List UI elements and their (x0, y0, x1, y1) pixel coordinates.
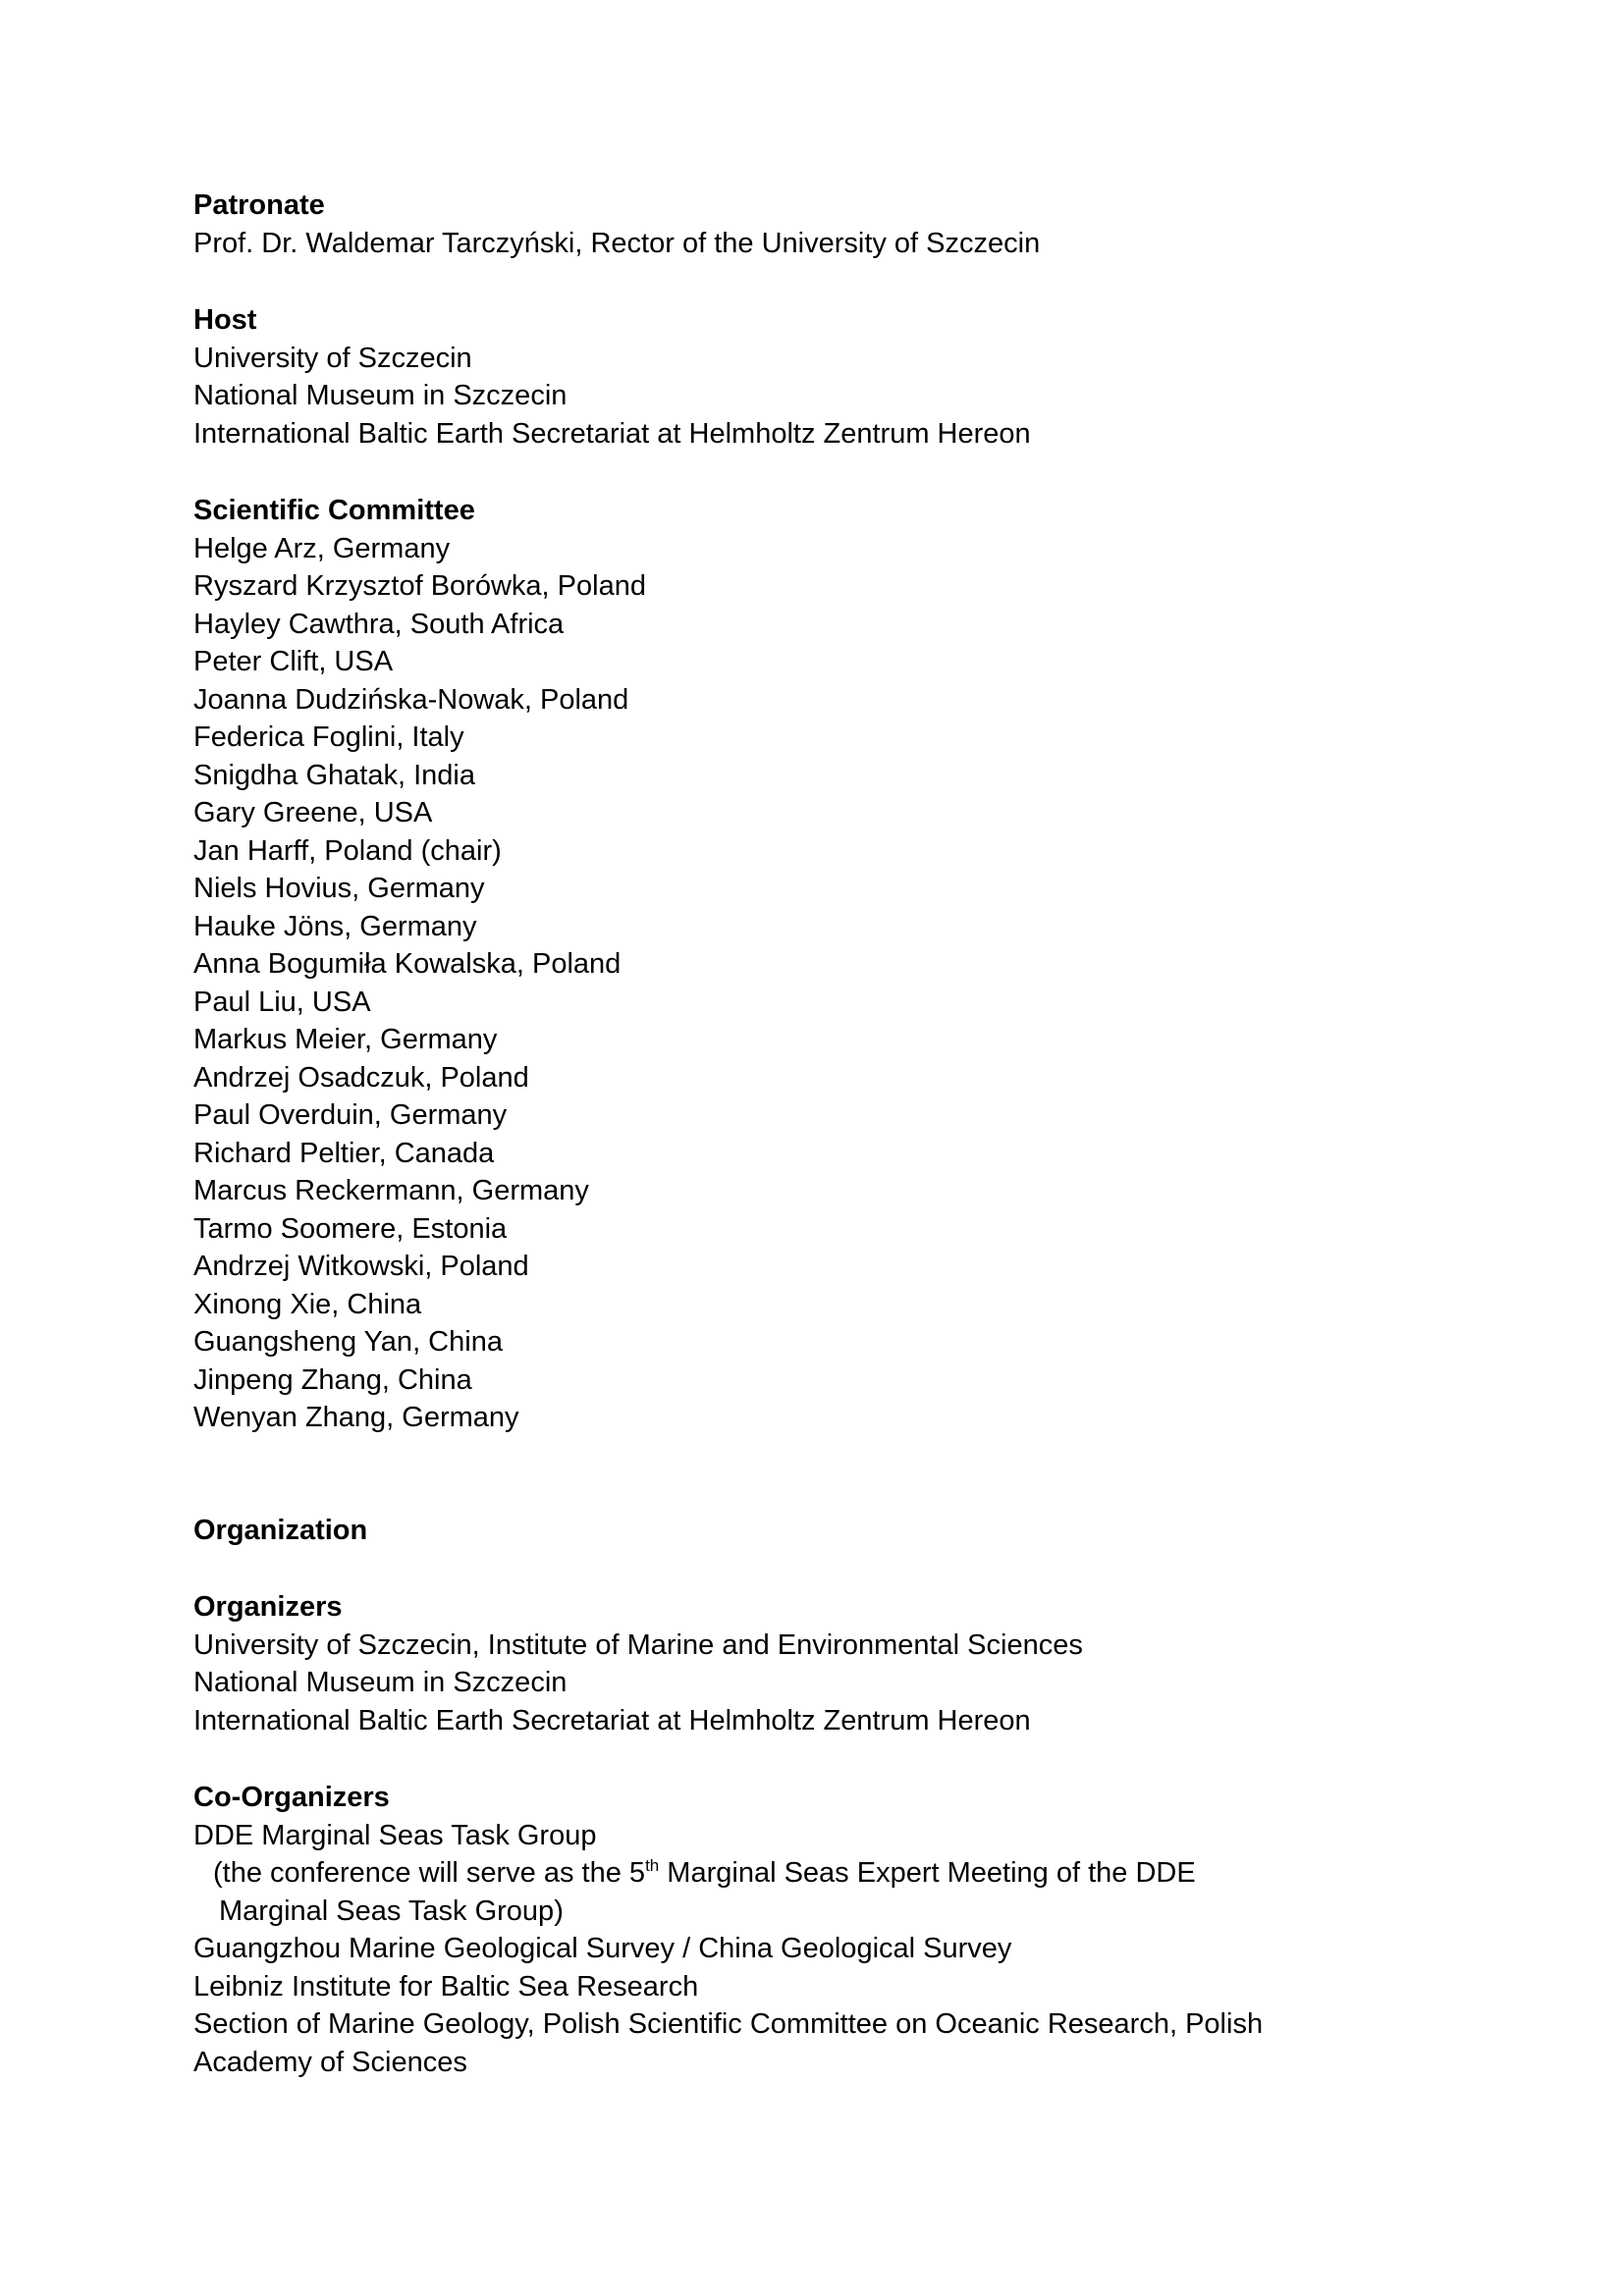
organization-heading: Organization (193, 1514, 368, 1546)
co-organizer-note (193, 1854, 1470, 1893)
co-organizers-heading: Co-Organizers (193, 1782, 390, 1813)
ordinal-superscript: th (645, 1856, 660, 1875)
spacer (193, 1437, 1470, 1512)
committee-member: Anna Bogumiła Kowalska, Poland (193, 948, 622, 980)
committee-member: Andrzej Osadczuk, Poland (193, 1061, 529, 1094)
committee-member: Guangsheng Yan, China (193, 1326, 503, 1358)
committee-member: Hauke Jöns, Germany (193, 910, 477, 942)
committee-member: Xinong Xie, China (193, 1288, 422, 1320)
committee-member: Markus Meier, Germany (193, 1024, 498, 1055)
spacer (193, 1549, 1470, 1588)
committee-member: Peter Clift, USA (193, 646, 394, 677)
co-organizer-item-continuation: Academy of Sciences (193, 2046, 467, 2078)
committee-member: Tarmo Soomere, Estonia (193, 1212, 508, 1245)
patronate-section (193, 187, 1470, 262)
co-organizer-note-continuation: Marginal Seas Task Group) (219, 1895, 564, 1927)
co-organizer-item: Leibniz Institute for Baltic Sea Research (193, 1970, 699, 2002)
committee-member: Paul Overduin, Germany (193, 1099, 508, 1131)
organizer-item: National Museum in Szczecin (193, 1667, 568, 1698)
committee-member: Paul Liu, USA (193, 986, 371, 1018)
committee-member: Jan Harff, Poland (chair) (193, 834, 502, 867)
co-organizer-note-text: (the conference will serve as the 5 (213, 1857, 646, 1889)
co-organizer-item: Section of Marine Geology, Polish Scientific Committee on Oceanic Research, Polish (193, 2008, 1264, 2040)
committee-member: Andrzej Witkowski, Poland (193, 1251, 529, 1282)
patronate-text: Prof. Dr. Waldemar Tarczyński, Rector of the University of Szczecin (193, 227, 1041, 259)
organization-section (193, 1512, 1470, 1550)
committee-member: Wenyan Zhang, Germany (193, 1402, 519, 1433)
organizer-item: International Baltic Earth Secretariat at Helmholtz Zentrum Hereon (193, 1704, 1031, 1736)
co-organizer-item: DDE Marginal Seas Task Group (193, 1819, 597, 1851)
host-section (193, 301, 1470, 453)
spacer (193, 262, 1470, 301)
patronate-heading: Patronate (193, 189, 325, 221)
spacer (193, 1739, 1470, 1779)
co-organizers-section (193, 1779, 1470, 2081)
document-content (193, 187, 1470, 2081)
host-item: University of Szczecin (193, 342, 472, 374)
co-organizer-note-text: Marginal Seas Expert Meeting of the DDE (659, 1857, 1196, 1889)
host-list (193, 340, 1470, 454)
committee-member: Helge Arz, Germany (193, 532, 451, 564)
committee-member: Richard Peltier, Canada (193, 1137, 495, 1169)
committee-member: Jinpeng Zhang, China (193, 1363, 472, 1396)
host-item: International Baltic Earth Secretariat at Helmholtz Zentrum Hereon (193, 417, 1031, 450)
committee-member: Joanna Dudzińska-Nowak, Poland (193, 683, 629, 716)
organizers-list (193, 1627, 1470, 1740)
committee-member: Niels Hovius, Germany (193, 873, 485, 904)
organizer-item: University of Szczecin, Institute of Marine and Environmental Sciences (193, 1629, 1083, 1661)
co-organizer-item: Guangzhou Marine Geological Survey / China Geological Survey (193, 1933, 1012, 1964)
organizers-section (193, 1588, 1470, 1739)
host-item: National Museum in Szczecin (193, 380, 568, 411)
scientific-committee-heading: Scientific Committee (193, 495, 475, 526)
spacer (193, 453, 1470, 492)
scientific-committee-section (193, 492, 1470, 1437)
committee-member: Gary Greene, USA (193, 797, 433, 828)
organizers-heading: Organizers (193, 1591, 343, 1623)
committee-member-list (193, 530, 1470, 1437)
committee-member: Hayley Cawthra, South Africa (193, 608, 565, 640)
committee-member: Federica Foglini, Italy (193, 721, 464, 753)
committee-member: Marcus Reckermann, Germany (193, 1175, 589, 1206)
committee-member: Ryszard Krzysztof Borówka, Poland (193, 570, 646, 602)
host-heading: Host (193, 304, 257, 336)
committee-member: Snigdha Ghatak, India (193, 759, 475, 791)
